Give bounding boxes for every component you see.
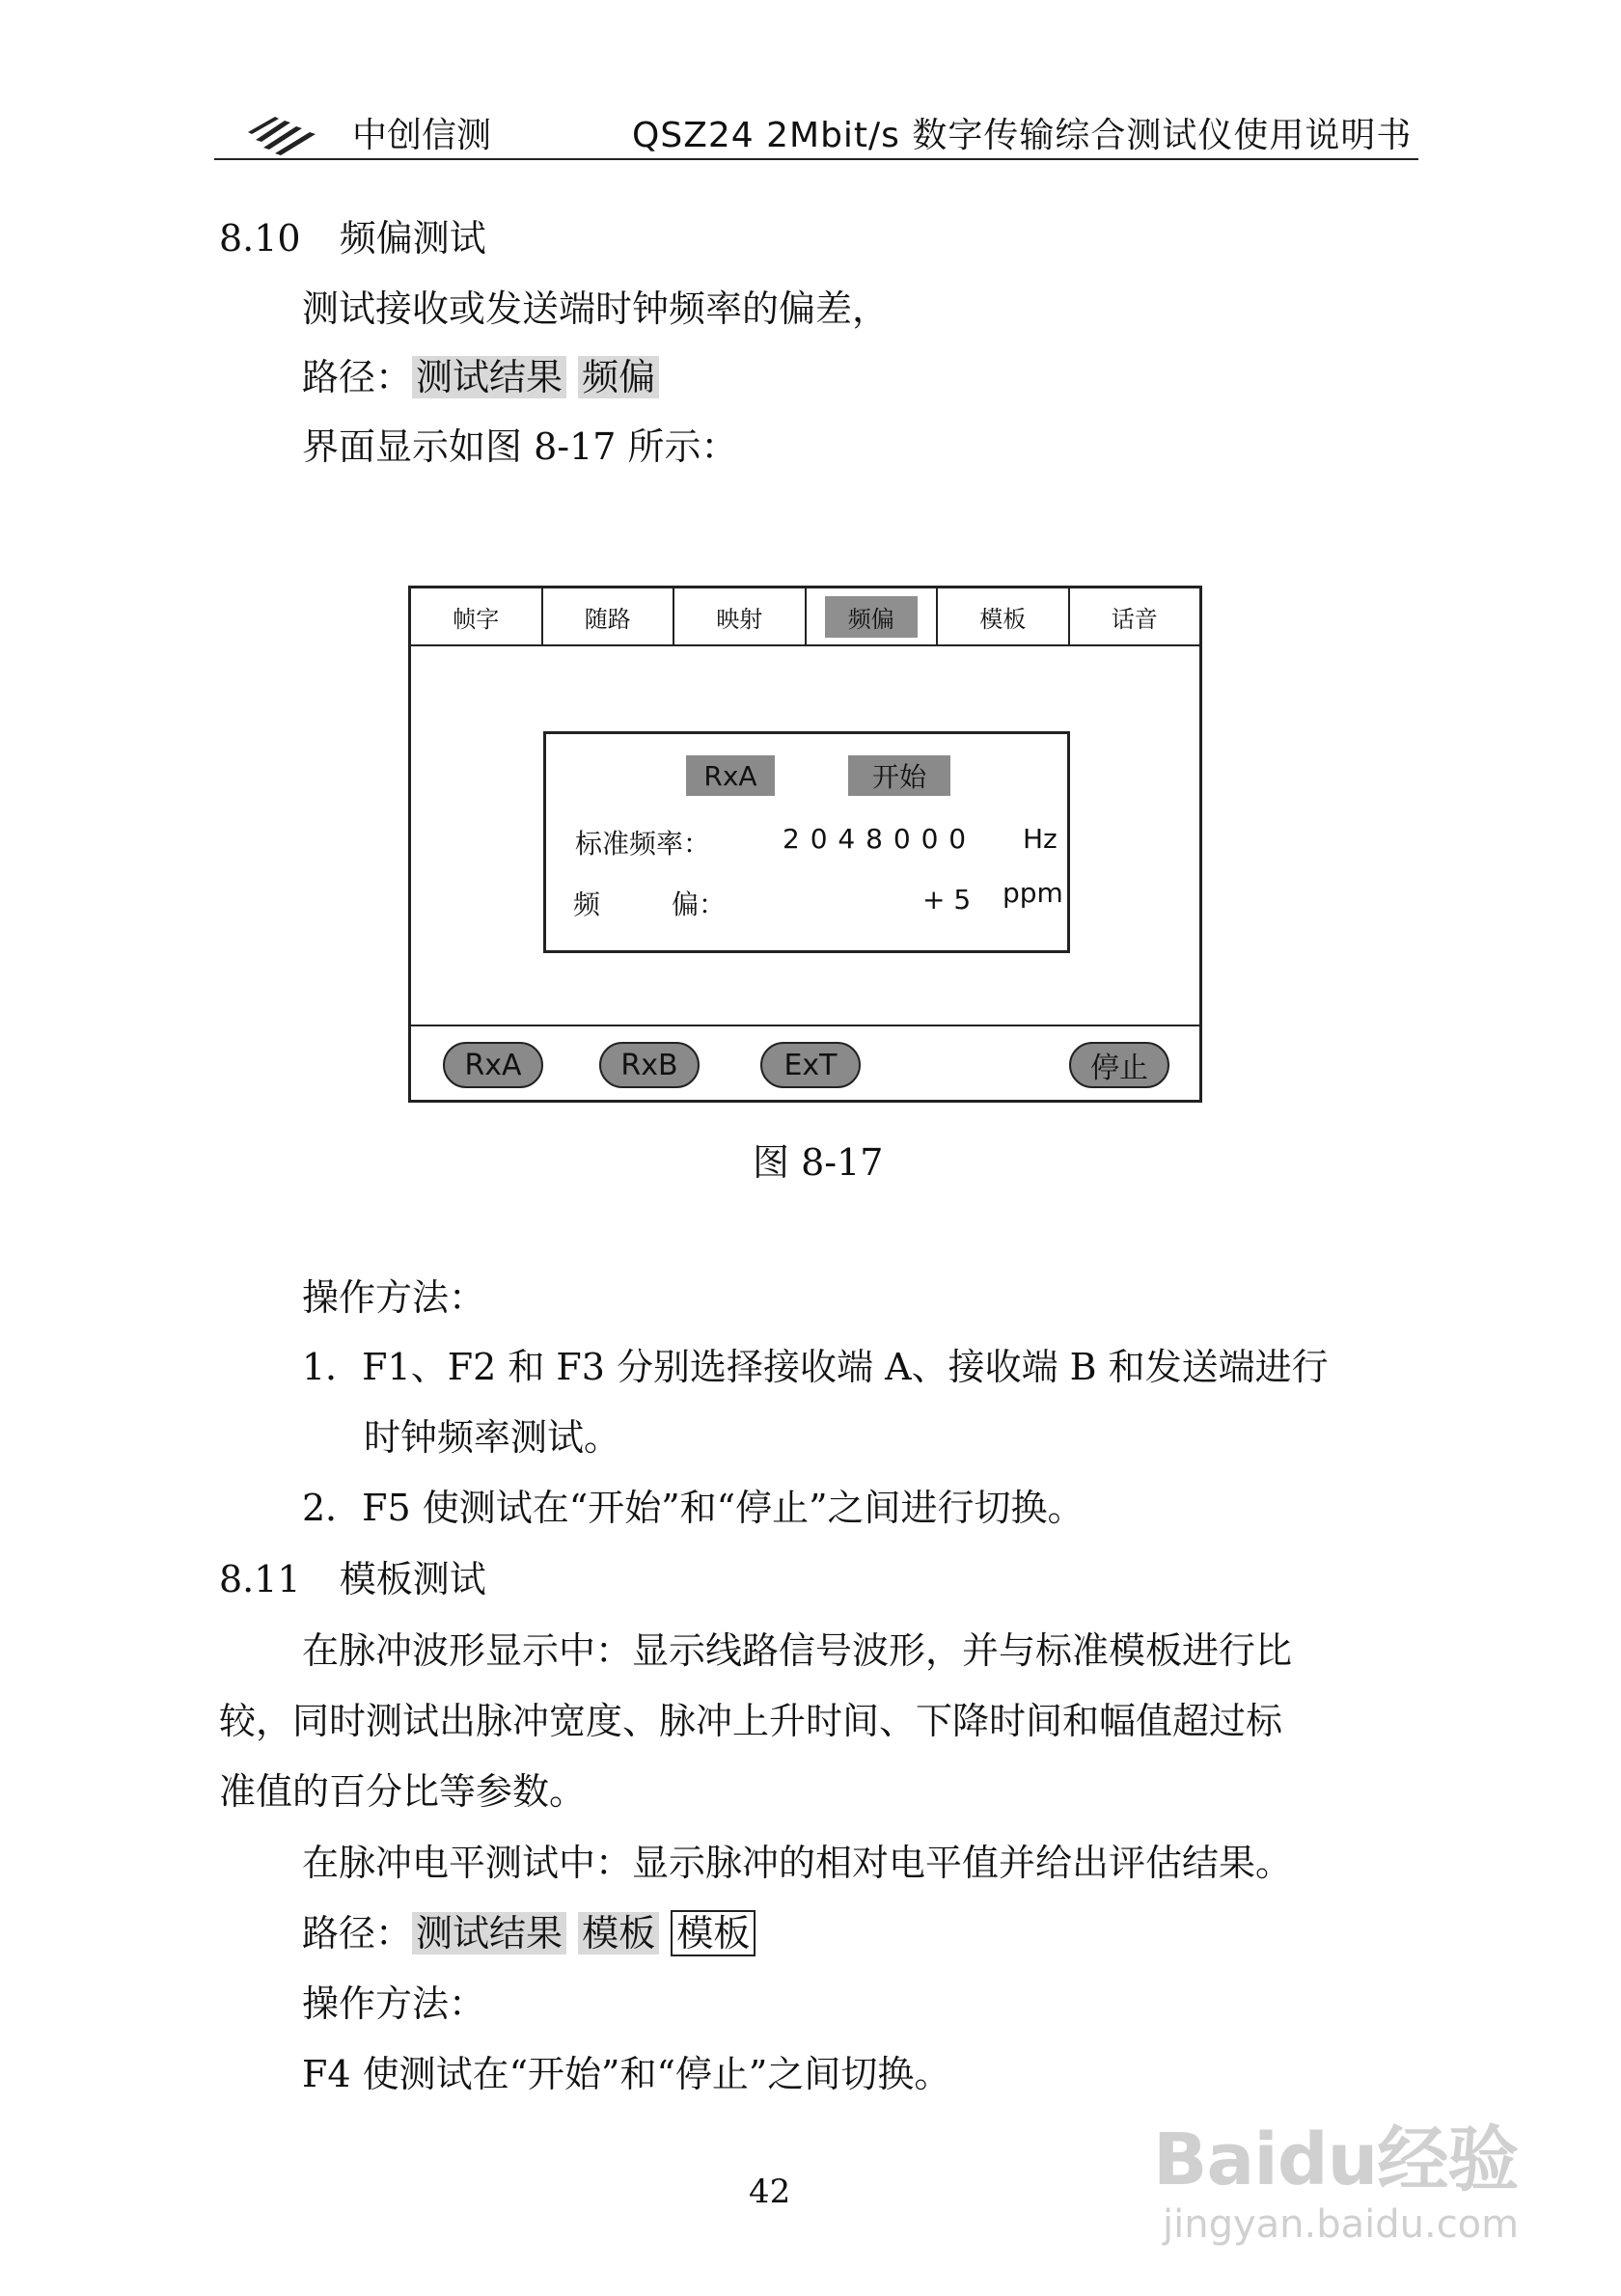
f1-rxa-key[interactable]: RxA xyxy=(443,1042,543,1088)
path-step-template-key: 模板 xyxy=(671,1910,756,1956)
path-label: 路径： xyxy=(302,1912,413,1954)
company-logo-icon xyxy=(246,111,323,155)
std-freq-value: 2 0 4 8 0 0 0 xyxy=(783,823,968,855)
operation-item-1: 1．F1、F2 和 F3 分别选择接收端 A、接收端 B 和发送端进行 xyxy=(302,1346,1329,1388)
start-button[interactable]: 开始 xyxy=(848,755,950,796)
section-title: 频偏测试 xyxy=(339,217,486,260)
tab-freq-offset[interactable]: 频偏 xyxy=(807,588,939,644)
tab-voice[interactable]: 话音 xyxy=(1111,605,1158,633)
tab-frame-word[interactable]: 帧字 xyxy=(411,588,543,644)
tab-mapping[interactable]: 映射 xyxy=(674,588,807,644)
f3-ext-key[interactable]: ExT xyxy=(760,1042,861,1088)
section-title: 模板测试 xyxy=(339,1558,486,1600)
std-freq-label: 标准频率： xyxy=(575,828,711,860)
path-step-test-results: 测试结果 xyxy=(412,356,566,398)
header-company: 中创信测 xyxy=(352,116,492,155)
figure-intro: 界面显示如图 8-17 所示： xyxy=(302,425,738,468)
f5-stop-key[interactable]: 停止 xyxy=(1069,1042,1169,1088)
offset-label-part2: 偏： xyxy=(672,888,727,920)
paragraph-1-line-3: 准值的百分比等参数。 xyxy=(219,1770,587,1813)
page-number: 42 xyxy=(749,2173,791,2211)
function-key-divider xyxy=(411,1025,1199,1026)
tab-bar xyxy=(411,588,1199,646)
baidu-watermark-url: jingyan.baidu.com xyxy=(1163,2202,1520,2247)
operation-item-f4: F4 使测试在“开始”和“停止”之间切换。 xyxy=(302,2053,951,2095)
operation-title-2: 操作方法： xyxy=(302,1982,486,2025)
path-step-freq-offset: 频偏 xyxy=(578,356,659,398)
tab-cas[interactable]: 随路 xyxy=(543,588,675,644)
freq-offset-panel xyxy=(543,731,1070,953)
channel-rxa-button[interactable]: RxA xyxy=(686,755,775,796)
section-8-11-path xyxy=(302,1909,756,1957)
paragraph-1-line-1: 在脉冲波形显示中：显示线路信号波形，并与标准模板进行比 xyxy=(302,1629,1293,1672)
section-number: 8.11 xyxy=(219,1558,301,1600)
offset-label-part1: 频 xyxy=(573,888,601,920)
paragraph-2: 在脉冲电平测试中：显示脉冲的相对电平值并给出评估结果。 xyxy=(302,1842,1293,1884)
path-step-test-results: 测试结果 xyxy=(412,1912,566,1954)
baidu-watermark-logo: Baidu经验 xyxy=(1153,2118,1519,2201)
operation-item-2: 2．F5 使测试在“开始”和“停止”之间进行切换。 xyxy=(302,1487,1085,1529)
section-8-11-heading xyxy=(219,1555,486,1603)
section-8-10-heading xyxy=(219,214,486,262)
offset-unit: ppm xyxy=(1003,877,1063,909)
section-8-10-description: 测试接收或发送端时钟频率的偏差， xyxy=(302,287,890,330)
header-title: QSZ24 2Mbit/s 数字传输综合测试仪使用说明书 xyxy=(632,116,1413,155)
section-number: 8.10 xyxy=(219,217,301,260)
device-screen-figure xyxy=(408,586,1202,1103)
offset-value: + 5 xyxy=(922,884,972,916)
operation-title: 操作方法： xyxy=(302,1276,486,1319)
header-rule xyxy=(214,158,1418,160)
section-8-10-path xyxy=(302,353,659,401)
std-freq-unit: Hz xyxy=(1023,823,1058,855)
f2-rxb-key[interactable]: RxB xyxy=(599,1042,700,1088)
paragraph-1-line-2: 较，同时测试出脉冲宽度、脉冲上升时间、下降时间和幅值超过标 xyxy=(219,1700,1283,1742)
figure-caption: 图 8-17 xyxy=(753,1141,884,1184)
path-label: 路径： xyxy=(302,356,413,398)
path-step-template: 模板 xyxy=(578,1912,659,1954)
tab-template[interactable]: 模板 xyxy=(938,588,1070,644)
operation-item-1-cont: 时钟频率测试。 xyxy=(364,1416,621,1459)
